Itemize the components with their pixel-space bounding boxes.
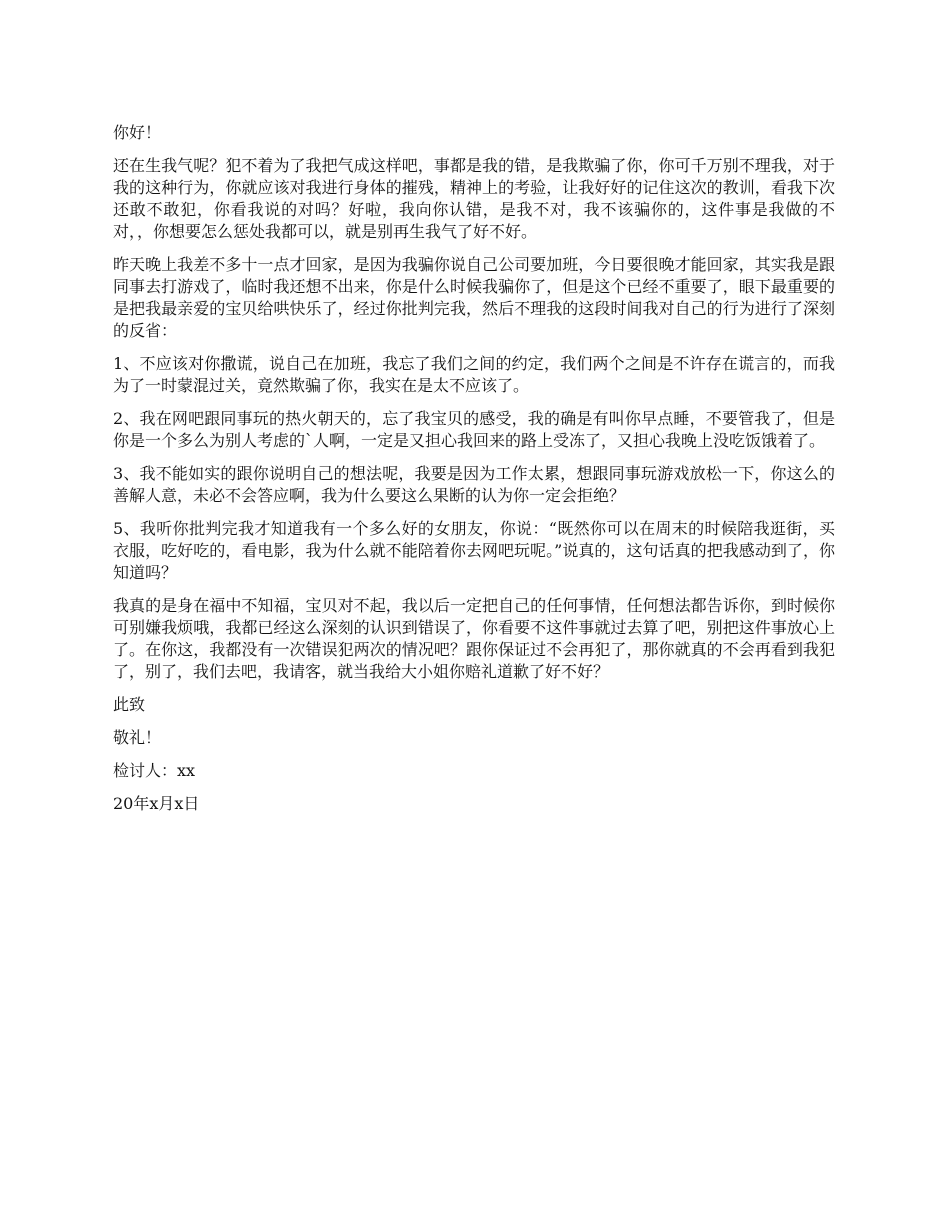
paragraph-6: 5、我听你批判完我才知道我有一个多么好的女朋友，你说：“既然你可以在周末的时候陪我逛街，买衣服，吃好吃的，看电影，我为什么就不能陪着你去网吧玩呢。”说真的，这句话真的把我感动到了，你知道吗？ — [113, 519, 835, 582]
signature-line: 检讨人：xx — [113, 761, 196, 780]
closing-line-2: 敬礼！ — [113, 728, 162, 747]
paragraph-3: 1、不应该对你撒谎，说自己在加班，我忘了我们之间的约定，我们两个之间是不许存在谎言的，而我为了一时蒙混过关，竟然欺骗了你，我实在是太不应该了。 — [113, 354, 835, 395]
paragraph-7: 我真的是身在福中不知福，宝贝对不起，我以后一定把自己的任何事情，任何想法都告诉你，到时候你可别嫌我烦哦，我都已经这么深刻的认识到错误了，你看要不这件事就过去算了吧，别把这件事放心上了。在你这，我都没有一次错误犯两次的情况吧？跟你保证过不会再犯了，那你就真的不会再看到我犯了，别了，我们去吧，我请客，就当我给大小姐你赔礼道歉了好不好？ — [113, 596, 835, 681]
paragraph-2: 昨天晚上我差不多十一点才回家，是因为我骗你说自己公司要加班，今日要很晚才能回家，其实我是跟同事去打游戏了，临时我还想不出来，你是什么时候我骗你了，但是这个已经不重要了，眼下最重要的是把我最亲爱的宝贝给哄快乐了，经过你批判完我，然后不理我的这段时间我对自己的行为进行了深刻的反省： — [113, 255, 835, 340]
document-body — [113, 122, 835, 826]
paragraph-5: 3、我不能如实的跟你说明自己的想法呢，我要是因为工作太累，想跟同事玩游戏放松一下，你这么的善解人意，未必不会答应啊，我为什么要这么果断的认为你一定会拒绝？ — [113, 464, 835, 505]
date-line: 20年x月x日 — [113, 794, 200, 813]
closing-line-1: 此致 — [113, 695, 146, 714]
paragraph-1: 还在生我气呢？犯不着为了我把气成这样吧，事都是我的错，是我欺骗了你，你可千万别不理我，对于我的这种行为，你就应该对我进行身体的摧残，精神上的考验，让我好好的记住这次的教训，看我下次还敢不敢犯，你看我说的对吗？好啦，我向你认错，是我不对，我不该骗你的，这件事是我做的不对，，你想要怎么惩处我都可以，就是别再生我气了好不好。 — [113, 156, 835, 241]
paragraph-4: 2、我在网吧跟同事玩的热火朝天的，忘了我宝贝的感受，我的确是有叫你早点睡，不要管我了，但是你是一个多么为别人考虑的`人啊，一定是又担心我回来的路上受冻了，又担心我晚上没吃饭饿着了。 — [113, 409, 835, 450]
greeting: 你好！ — [113, 123, 162, 142]
